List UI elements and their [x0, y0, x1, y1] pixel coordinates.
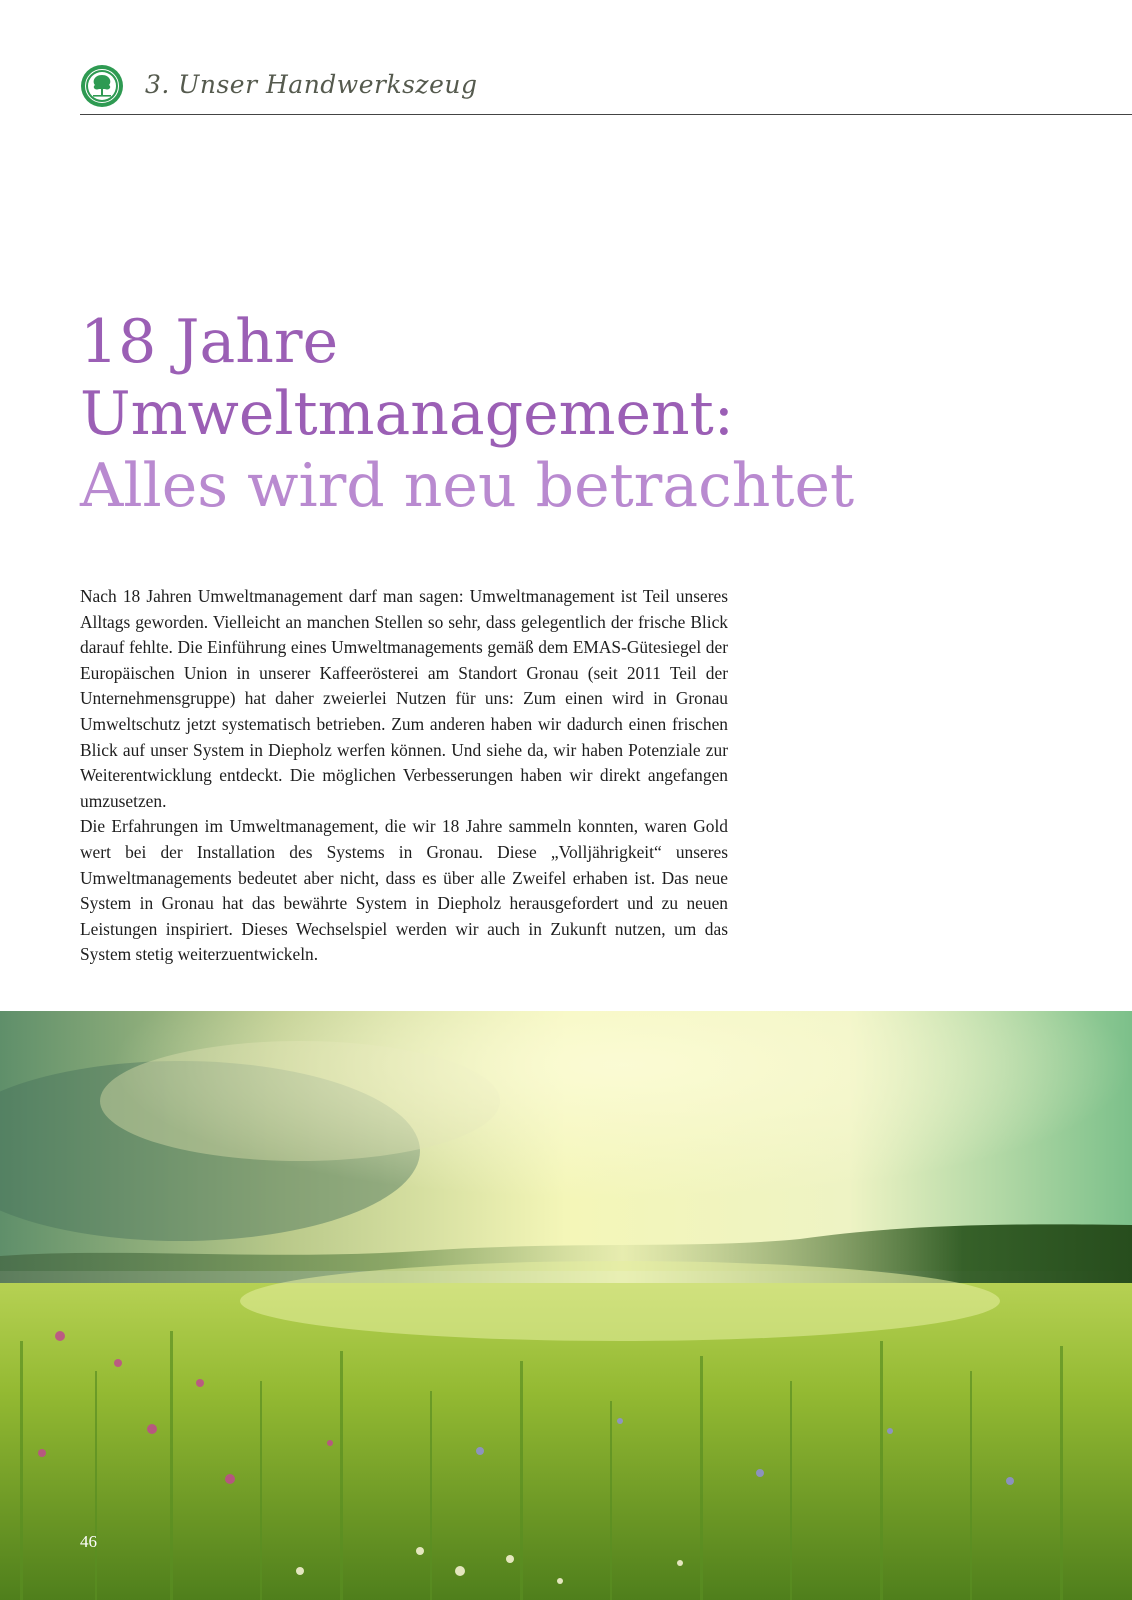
- section-title: 3. Unser Handwerkszeug: [145, 70, 478, 99]
- title-line-3: Alles wird neu betrachtet: [80, 451, 855, 521]
- body-text: [80, 584, 728, 968]
- page-title: [80, 306, 854, 522]
- meadow-photo: [0, 1011, 1132, 1600]
- title-line-1: 18 Jahre: [80, 307, 339, 377]
- tree-emblem-icon: [80, 64, 124, 108]
- page-number: 46: [80, 1532, 97, 1551]
- page-header: [80, 64, 1132, 115]
- paragraph-1: Nach 18 Jahren Umweltmanagement darf man sagen: Umweltmanagement ist Teil unseres Alltags geworden. Vielleicht an manchen Stellen so sehr, dass gelegentlich der frische Blick darauf fehlte. Die Einführung eines Umweltmanagements gemäß dem EMAS-Gütesiegel der Europäischen Union in unserer Kaffeerösterei am Standort Gronau (seit 2011 Teil der Unternehmensgruppe) hat daher zweierlei Nutzen für uns: Zum einen wird in Gronau Umweltschutz jetzt systematisch betrieben. Zum anderen haben wir dadurch einen frischen Blick auf unser System in Diepholz werfen können. Und siehe da, wir haben Potenziale zur Weiterentwicklung entdeckt. Die möglichen Verbesserungen haben wir direkt angefangen umzusetzen.: [80, 586, 728, 811]
- paragraph-2: Die Erfahrungen im Umweltmanagement, die wir 18 Jahre sammeln konnten, waren Gold wert bei der Installation des Systems in Gronau. Diese „Volljährigkeit“ unseres Umweltmanagements bedeutet aber nicht, dass es über alle Zweifel erhaben ist. Das neue System in Gronau hat das bewährte System in Diepholz herausgefordert und zu neuen Leistungen inspiriert. Dieses Wechselspiel werden wir auch in Zukunft nutzen, um das System stetig weiterzuentwickeln.: [80, 816, 728, 965]
- title-line-2: Umweltmanagement:: [80, 379, 734, 449]
